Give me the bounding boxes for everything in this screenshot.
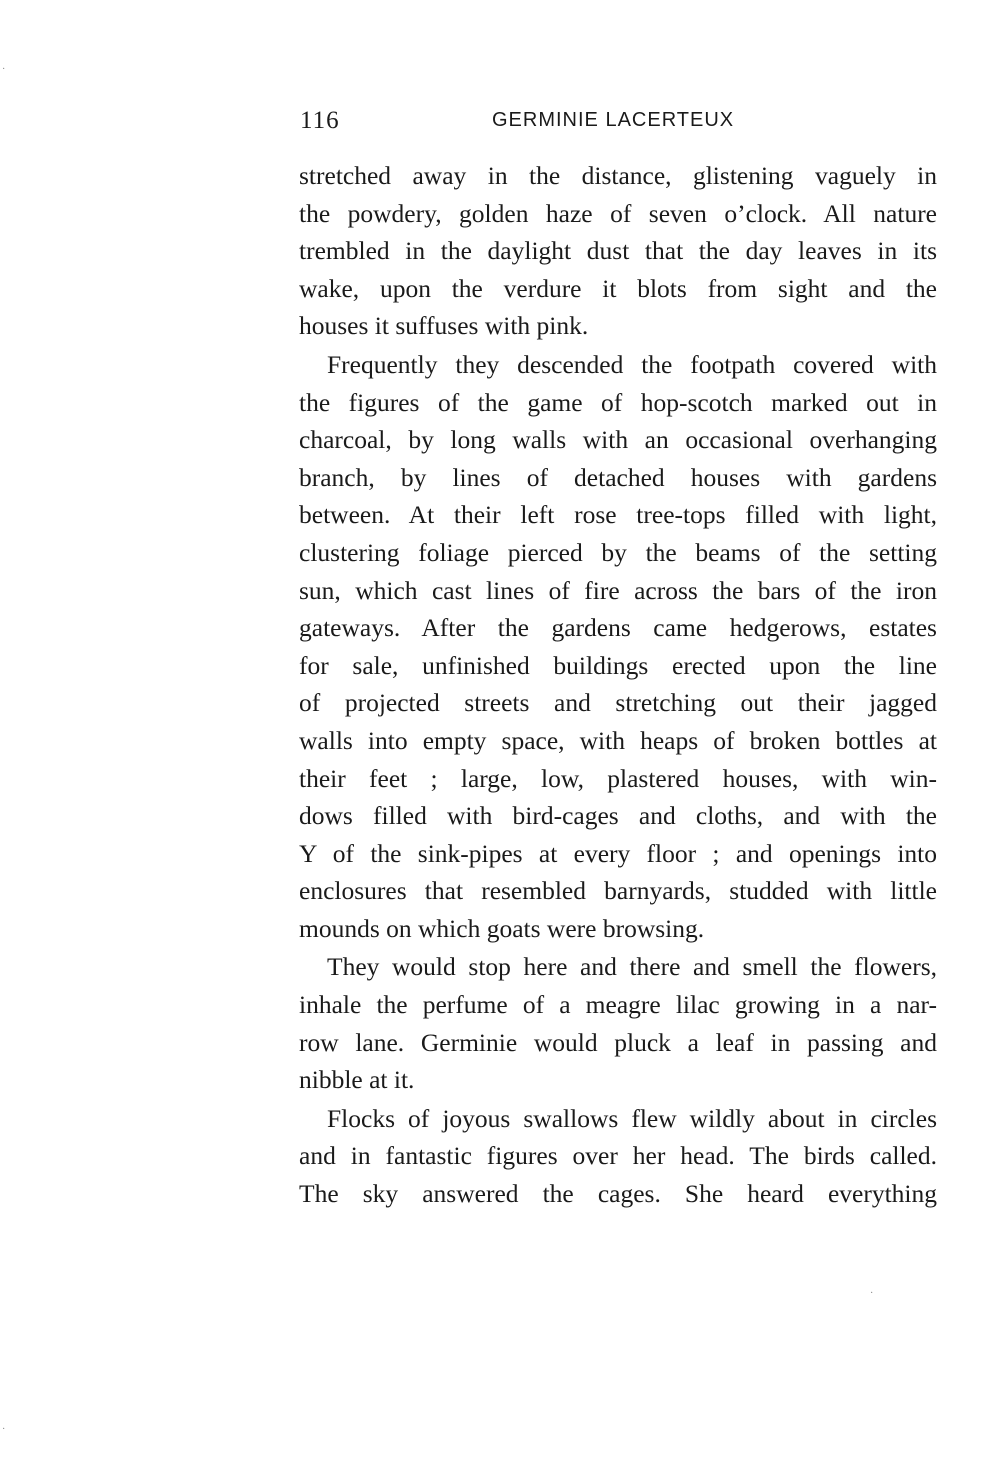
text-line: charcoal, by long walls with an occasional overhanging: [299, 425, 937, 455]
text-line: gateways. After the gardens came hedgerows, estates: [299, 613, 937, 643]
text-line: clustering foliage pierced by the beams of the setting: [299, 537, 937, 567]
paragraph-4: [299, 1100, 937, 1213]
paragraph-1: [299, 157, 937, 345]
text-line: The sky answered the cages. She heard everything: [299, 1179, 937, 1209]
text-line: inhale the perfume of a meagre lilac growing in a nar-: [299, 990, 937, 1020]
body-text: [299, 157, 937, 1213]
text-line: between. At their left rose tree-tops filled with light,: [299, 500, 937, 530]
text-line: and in fantastic figures over her head. The birds called.: [299, 1141, 937, 1171]
text-line: sun, which cast lines of fire across the bars of the iron: [299, 575, 937, 605]
text-line: dows filled with bird-cages and cloths, and with the: [299, 801, 937, 831]
paragraph-3: [299, 948, 937, 1098]
text-line: Frequently they descended the footpath covered with: [327, 349, 937, 379]
page-number: 116: [300, 107, 340, 134]
text-line: Y of the sink-pipes at every floor ; and openings into: [299, 838, 937, 868]
text-line: for sale, unfinished buildings erected upon the line: [299, 650, 937, 680]
text-line: Flocks of joyous swallows flew wildly about in circles: [327, 1103, 937, 1133]
text-line: houses it suffuses with pink.: [299, 311, 589, 341]
text-line: walls into empty space, with heaps of broken bottles at: [299, 725, 937, 755]
running-head: [300, 107, 940, 141]
text-line: nibble at it.: [299, 1065, 415, 1095]
text-line: the powdery, golden haze of seven o’clock. All nature: [299, 198, 937, 228]
text-line: enclosures that resembled barnyards, studded with little: [299, 876, 937, 906]
text-line: the figures of the game of hop-scotch marked out in: [299, 387, 937, 417]
text-line: stretched away in the distance, glistening vaguely in: [299, 161, 937, 190]
text-line: branch, by lines of detached houses with gardens: [299, 462, 937, 492]
paragraph-2: [299, 346, 937, 948]
text-line: They would stop here and there and smell the flowers,: [327, 952, 937, 982]
text-line: row lane. Germinie would pluck a leaf in passing and: [299, 1027, 937, 1057]
text-line: wake, upon the verdure it blots from sight and the: [299, 273, 937, 303]
text-line: their feet ; large, low, plastered houses, with win-: [299, 763, 937, 793]
scan-speck-mark: ·: [2, 64, 6, 75]
scan-speck-mark: ·: [2, 1424, 6, 1435]
text-line: trembled in the daylight dust that the day leaves in its: [299, 236, 937, 266]
text-line: of projected streets and stretching out their jagged: [299, 688, 937, 718]
running-title: GERMINIE LACERTEUX: [492, 109, 735, 131]
scan-speck-mark: ·: [870, 1288, 874, 1299]
text-line: mounds on which goats were browsing.: [299, 913, 705, 943]
